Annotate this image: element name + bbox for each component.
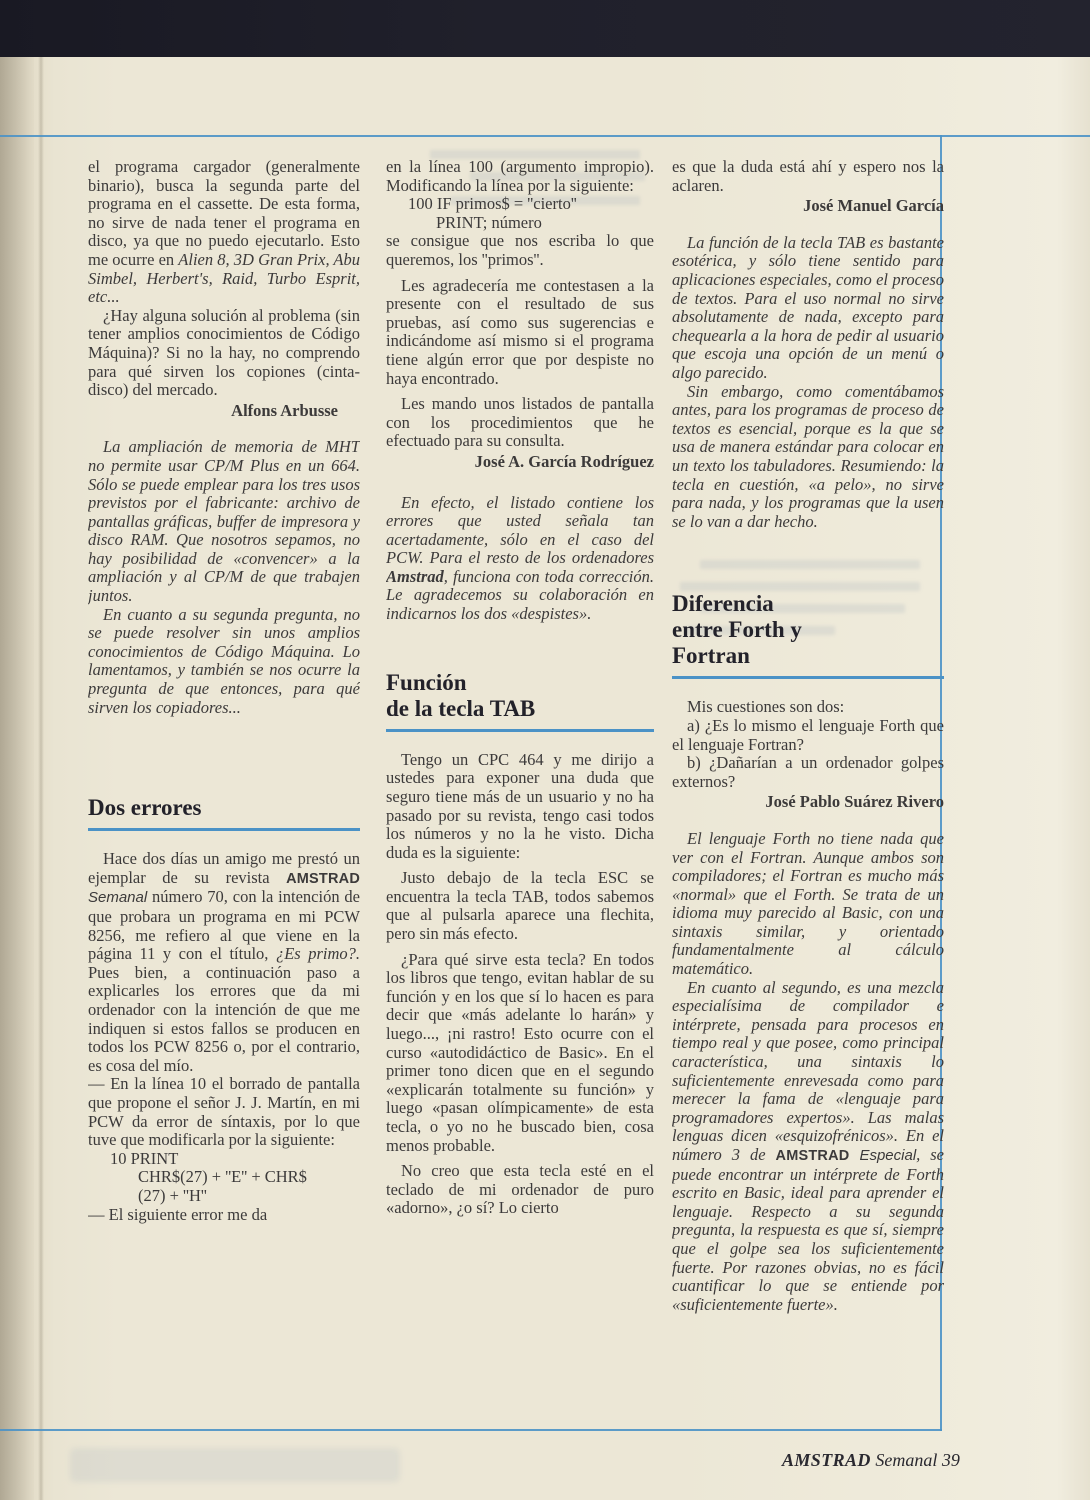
scan-top-band	[0, 0, 1090, 57]
page-fold-crease	[38, 57, 44, 1500]
amstrad-brand-inline: AMSTRAD	[286, 870, 360, 887]
text-run: En cuanto al segundo, es una mezcla especialísima de compilador e intérprete, pensada para procesos en tiempo real y que posee, como principal característica, una sintaxis lo suficientemente enrevesada como para merecer la fama de «lenguaje para programadores expertos». Las malas lenguas dicen «esquizofrénicos». En el número 3 de	[672, 977, 944, 1165]
body-paragraph: ¿Hay alguna solución al problema (sin tener amplios conocimientos de Código Máquina)? Si no la hay, no comprendo para qué sirven los copiones (cinta-disco) del mercado.	[88, 305, 360, 400]
code-line: PRINT; número	[436, 212, 542, 232]
heading-line: Diferencia	[672, 591, 774, 617]
body-paragraph: — El siguiente error me da	[88, 1204, 268, 1224]
especial-inline: Especial	[849, 1147, 917, 1165]
editor-reply: La ampliación de memoria de MHT no permite usar CP/M Plus en un 664. Sólo se puede emplear para los tres usos previstos por el fabricante: archivo de pantallas gráficas, buffer de impresora y disco RAM. Que nosotros sepamos, no hay posibilidad de «convencer» a la ampliación y al CP/M de que trabajen juntos.	[88, 437, 360, 606]
body-paragraph: ¿Para qué sirve esta tecla? En todos los libros que tengo, evitan hablar de su función y en los que sí lo hacen es para decir que «más adelante lo harán» y luego..., ¡ni rastro! Esto ocurre con el curso «autodidáctico de Basic». En el primer tono dicen que en el segundo «explicarán totalmente su función» y luego «pasan olímpicamente» de esta tecla, o yo no he buscado bien, cosa menos probable.	[386, 949, 654, 1155]
letters-column-1	[88, 158, 360, 1432]
question-b: b) ¿Dañarían a un ordenador golpes externos?	[672, 753, 944, 791]
body-paragraph: No creo que esta tecla esté en el teclado de mi ordenador de puro «adorno», ¿o sí? Lo cierto	[386, 1161, 654, 1218]
basic-code-listing	[88, 1150, 360, 1206]
code-line: 100 IF primos$ = ''cierto''	[408, 194, 577, 214]
footer-brand: AMSTRAD	[782, 1450, 871, 1470]
section-heading-dos-errores: Dos errores	[88, 795, 360, 831]
body-paragraph: — En la línea 10 el borrado de pantalla que propone el señor J. J. Martín, en mi PCW da error de síntaxis, por lo que tuve que modificarla por la siguiente:	[88, 1074, 360, 1150]
section-heading-diferencia-forth-fortran	[672, 591, 944, 679]
text-run: número 70, con la intención de que probara un programa en mi PCW 8256, me refiero al que viene en la página 11 y con el título,	[88, 887, 360, 964]
heading-line: entre Forth y	[672, 617, 802, 643]
article-title-italic: ¿Es primo?.	[275, 944, 360, 964]
body-paragraph: Mis cuestiones son dos:	[687, 697, 845, 717]
editor-reply: En cuanto a su segunda pregunta, no se puede resolver sin unos amplios conocimientos de Código Máquina. Lo lamentamos, y también se nos ocurre la pregunta de que entonces, para qué sirven los copiadores...	[88, 604, 360, 717]
body-paragraph	[88, 158, 360, 307]
game-titles-italic: Alien 8, 3D Gran Prix, Abu Simbel, Herbert's, Raid, Turbo Esprit, etc...	[88, 249, 360, 307]
footer-page-number: Semanal 39	[870, 1450, 960, 1470]
text-run: Pues bien, a continuación paso a explicarles los errores que da mi ordenador con la intención de que me indiquen si estos fallos se producen en todos los PCW 8256 o, por el contrario, es cosa del mío.	[88, 962, 360, 1075]
basic-code-listing	[386, 195, 654, 232]
signature: Alfons Arbusse	[231, 400, 338, 420]
amstrad-brand-inline: Amstrad	[386, 566, 444, 586]
letters-column-2	[386, 158, 654, 1432]
editor-reply	[672, 979, 944, 1315]
text-run: , funciona con toda corrección. Le agradecemos su colaboración en indicarnos los dos «despistes».	[386, 566, 654, 624]
body-paragraph: Les agradecería me contestasen a la presente con el resultado de sus pruebas, así como sus sugerencias e indicándome así mismo si el programa tiene algún error que por despiste no haya encontrado.	[386, 275, 654, 388]
text-run: En efecto, el listado contiene los errores que usted señala tan acertadamente, sólo en el caso del PCW. Para el resto de los ordenadores	[386, 492, 654, 568]
editor-reply: La función de la tecla TAB es bastante esotérica, y sólo tiene sentido para aplicaciones especiales, como el proceso de textos. Para el uso normal no sirve absolutamente de nada, excepto para chequearla a la hora de pedir al usuario que escoja una opción de un menú o algo parecido.	[672, 232, 944, 382]
signature: José Pablo Suárez Rivero	[765, 792, 944, 812]
page-spine-shadow	[0, 57, 34, 1500]
question-a: a) ¿Es lo mismo el lenguaje Forth que el lenguaje Fortran?	[672, 715, 944, 754]
text-run: el programa cargador (generalmente binario), busca la segunda parte del programa en el cassette. De esta forma, no sirve de nada tener el programa en disco, ya que no puedo ejecutarlo. Esto me ocurre en	[88, 158, 360, 269]
text-run: Hace dos días un amigo me prestó un ejemplar de su revista	[88, 849, 360, 887]
heading-line: Función	[386, 669, 467, 695]
editor-reply: El lenguaje Forth no tiene nada que ver con el Fortran. Aunque ambos son compiladores; el Fortran es mucho más «normal» que el Forth. Se trata de un idioma muy parecido al Basic, con una sintaxis similar, y orientado fundamentalmente al cálculo matemático.	[672, 828, 944, 979]
signature: José Manuel García	[803, 196, 944, 216]
body-paragraph: Les mando unos listados de pantalla con los procedimientos que he efectuado para su consulta.	[386, 394, 654, 451]
heading-line: de la tecla TAB	[386, 695, 536, 721]
body-paragraph: es que la duda está ahí y espero nos la aclaren.	[672, 158, 944, 195]
section-heading-funcion-tecla-tab	[386, 670, 654, 732]
code-line: 10 PRINT	[110, 1148, 179, 1168]
semanal-inline: Semanal	[88, 889, 148, 907]
bleed-through-ghost	[70, 1448, 400, 1482]
body-paragraph: en la línea 100 (argumento impropio). Modificando la línea por la siguiente:	[386, 158, 654, 195]
body-paragraph	[88, 850, 360, 1075]
body-paragraph: Justo debajo de la tecla ESC se encuentra la tecla TAB, todos sabemos que al pulsarla aparece una flechita, pero sin más efecto.	[386, 868, 654, 944]
body-paragraph: se consigue que nos escriba lo que queremos, los ''primos''.	[386, 231, 654, 269]
page-footer	[782, 1450, 960, 1471]
editor-reply	[386, 494, 654, 624]
code-line: (27) + ''H''	[138, 1185, 207, 1205]
amstrad-brand-inline: AMSTRAD	[775, 1148, 850, 1165]
body-paragraph: Tengo un CPC 464 y me dirijo a ustedes para exponer una duda que seguro tiene más de un usuario y no ha pasado por su revista, tengo casi todos los números y no la he visto. Dicha duda es la siguiente:	[386, 749, 654, 862]
text-run: , se puede encontrar un intérprete de Forth escrito en Basic, ideal para aprender el lenguaje. Respecto a su segunda pregunta, la respuesta es que sí, siempre que el golpe sea los suficientemente fuerte. Por razones obvias, no es fácil cuantificar lo que se entiende por «suficientemente fuerte».	[672, 1145, 944, 1314]
signature: José A. García Rodríguez	[474, 451, 654, 471]
editor-reply: Sin embargo, como comentábamos antes, para los programas de proceso de textos es esencial, porque es la que se usa de manera estándar para colocar en un texto los tabuladores. Resumiendo: la tecla en cuestión, «a pelo», no sirve para nada, y los programas que la usen se lo van a dar hecho.	[672, 381, 944, 531]
heading-line: Fortran	[672, 643, 750, 669]
blue-frame-top-rule	[0, 135, 1090, 137]
letters-column-3	[672, 158, 944, 1432]
code-line: CHR$(27) + ''E'' + CHR$	[138, 1167, 307, 1187]
